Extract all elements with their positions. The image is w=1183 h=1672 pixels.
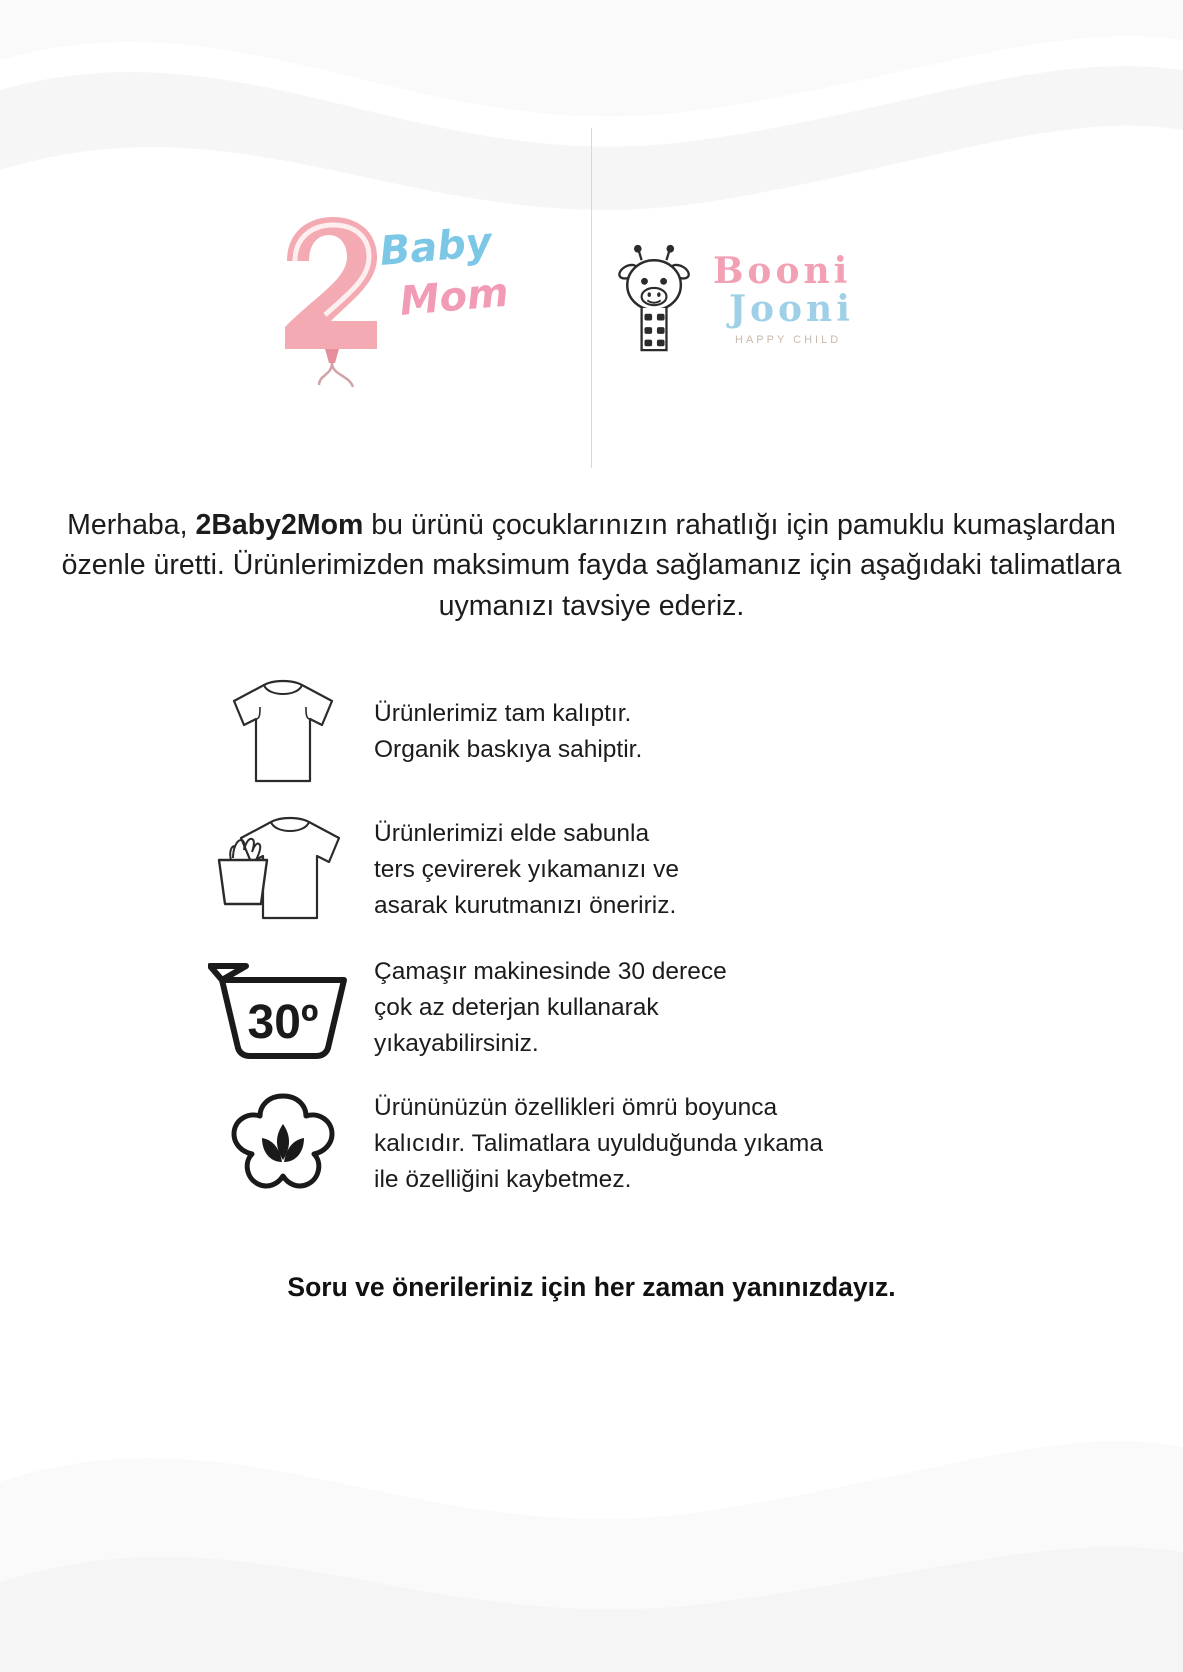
care-line: ters çevirerek yıkamanızı ve [374, 856, 679, 883]
cotton-flower-icon [208, 1088, 358, 1200]
care-row [0, 948, 1183, 1068]
intro-part2: bu ürünü çocuklarınızın rahatlığı için pamuklu kumaşlardan özenle üretti. Ürünlerimizden maksimum fayda sağlamanız için aşağıdaki talimatlara uymanızı tavsiye ederiz. [61, 509, 1122, 622]
intro-brand-name: 2Baby2Mom [195, 509, 364, 541]
care-line: asarak kurutmanızı öneririz. [374, 892, 677, 919]
wash-temperature-label: 30º [247, 996, 319, 1049]
care-line: çok az deterjan kullanarak [374, 994, 659, 1021]
care-text [374, 954, 727, 1062]
handwash-tshirt-icon [208, 808, 358, 932]
care-row [0, 1084, 1183, 1204]
svg-text:Mom: Mom [397, 269, 511, 325]
logo-boonijooni [592, 128, 952, 468]
logo-2baby2mom [231, 128, 591, 468]
boonijooni-line2: Jooni [729, 287, 854, 330]
care-line: Organik baskıya sahiptir. [374, 736, 643, 763]
care-row [0, 808, 1183, 932]
care-text [374, 696, 642, 768]
boonijooni-line1: Booni [713, 249, 852, 292]
2baby2mom-balloon-icon [261, 203, 561, 393]
care-instruction-list [0, 672, 1183, 1220]
care-row [0, 672, 1183, 792]
footer-note: Soru ve önerileriniz için her zaman yanınızdayız. [287, 1272, 896, 1302]
care-line: Çamaşır makinesinde 30 derece [374, 958, 727, 985]
giraffe-icon [607, 243, 703, 353]
intro-part1: Merhaba, [67, 509, 196, 541]
care-line: ile özelliğini kaybetmez. [374, 1166, 632, 1193]
wash-30-degrees-icon [208, 956, 358, 1060]
logo-row [0, 125, 1183, 470]
care-line: Ürünlerimizi elde sabunla [374, 820, 650, 847]
care-line: Ürününüzün özellikleri ömrü boyunca [374, 1094, 778, 1121]
tshirt-icon [208, 673, 358, 791]
care-line: yıkayabilirsiniz. [374, 1030, 539, 1057]
intro-paragraph [0, 505, 1183, 626]
care-text [374, 816, 679, 924]
care-text [374, 1090, 823, 1198]
boonijooni-tagline: HAPPY CHILD [735, 334, 842, 347]
care-line: kalıcıdır. Talimatlara uyulduğunda yıkama [374, 1130, 823, 1157]
care-line: Ürünlerimiz tam kalıptır. [374, 700, 632, 727]
svg-text:Baby: Baby [377, 218, 494, 275]
